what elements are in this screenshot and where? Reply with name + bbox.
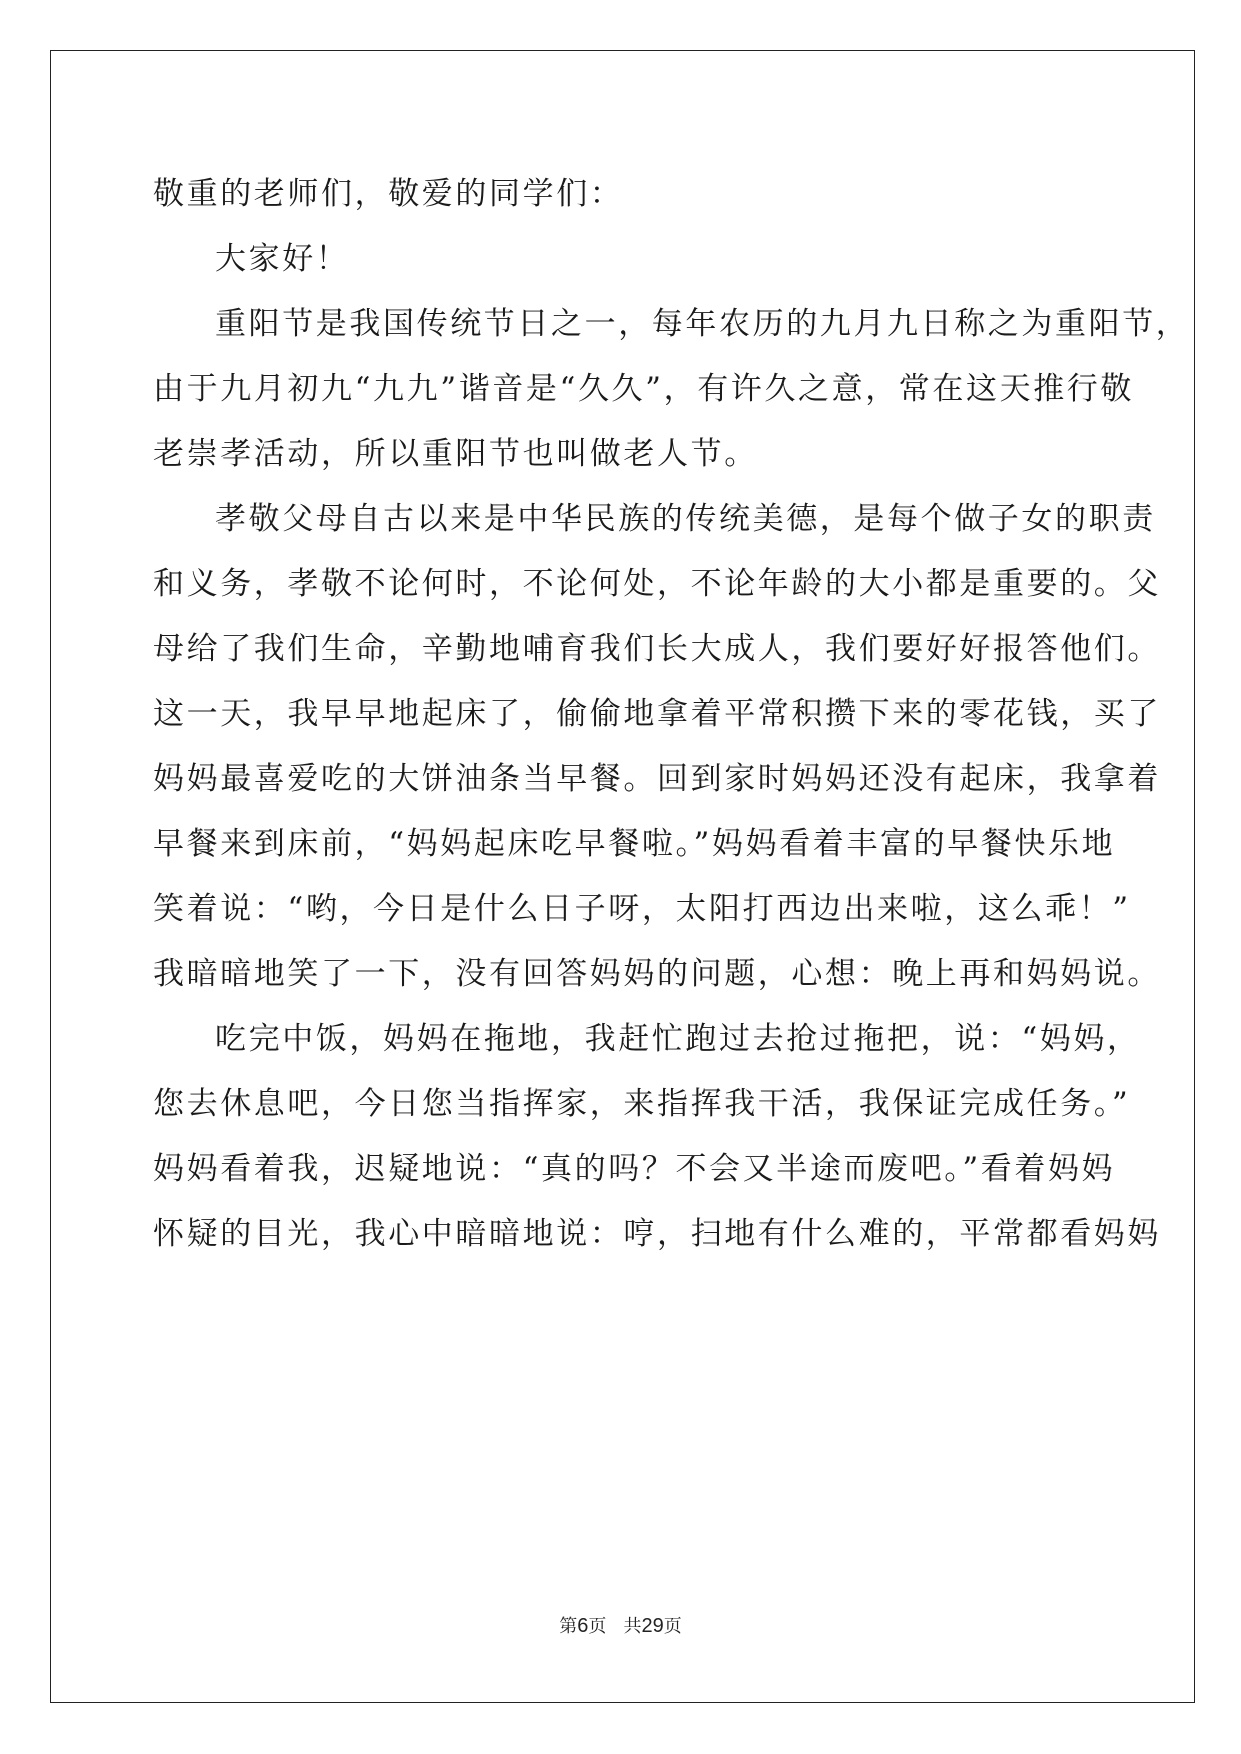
total-suffix: 页 <box>663 1616 682 1637</box>
text-line: 和义务，孝敬不论何时，不论何处，不论年龄的大小都是重要的。父 <box>153 566 1161 602</box>
text-line: 孝敬父母自古以来是中华民族的传统美德，是每个做子女的职责 <box>215 501 1156 537</box>
text-line: 敬重的老师们，敬爱的同学们： <box>153 176 624 212</box>
text-line: 重阳节是我国传统节日之一，每年农历的九月九日称之为重阳节， <box>215 306 1190 342</box>
text-line: 母给了我们生命，辛勤地哺育我们长大成人，我们要好好报答他们。 <box>153 631 1161 667</box>
total-pages: 29 <box>641 1615 664 1637</box>
text-line: 由于九月初九“九九”谐音是“久久”，有许久之意，常在这天推行敬 <box>153 371 1134 407</box>
text-line: 妈妈最喜爱吃的大饼油条当早餐。回到家时妈妈还没有起床，我拿着 <box>153 761 1161 797</box>
text-line: 老崇孝活动，所以重阳节也叫做老人节。 <box>153 436 758 472</box>
text-line: 您去休息吧，今日您当指挥家，来指挥我干活，我保证完成任务。” <box>153 1086 1131 1122</box>
text-line: 早餐来到床前，“妈妈起床吃早餐啦。”妈妈看着丰富的早餐快乐地 <box>153 826 1116 862</box>
document-body <box>153 162 1190 1267</box>
page-number: 6 <box>577 1615 589 1637</box>
text-line: 我暗暗地笑了一下，没有回答妈妈的问题，心想：晚上再和妈妈说。 <box>153 956 1161 992</box>
text-line: 大家好！ <box>215 241 350 277</box>
text-line: 怀疑的目光，我心中暗暗地说：哼，扫地有什么难的，平常都看妈妈 <box>153 1216 1161 1252</box>
text-line: 吃完中饭，妈妈在拖地，我赶忙跑过去抢过拖把，说：“妈妈， <box>215 1021 1141 1057</box>
text-line: 妈妈看着我，迟疑地说：“真的吗？不会又半途而废吧。”看着妈妈 <box>153 1151 1116 1187</box>
page-footer <box>0 1612 1241 1638</box>
page-suffix: 页 <box>588 1616 607 1637</box>
text-line: 这一天，我早早地起床了，偷偷地拿着平常积攒下来的零花钱，买了 <box>153 696 1161 732</box>
text-line: 笑着说：“哟，今日是什么日子呀，太阳打西边出来啦，这么乖！” <box>153 891 1131 927</box>
total-prefix: 共 <box>623 1616 642 1637</box>
page-prefix: 第 <box>559 1616 578 1637</box>
